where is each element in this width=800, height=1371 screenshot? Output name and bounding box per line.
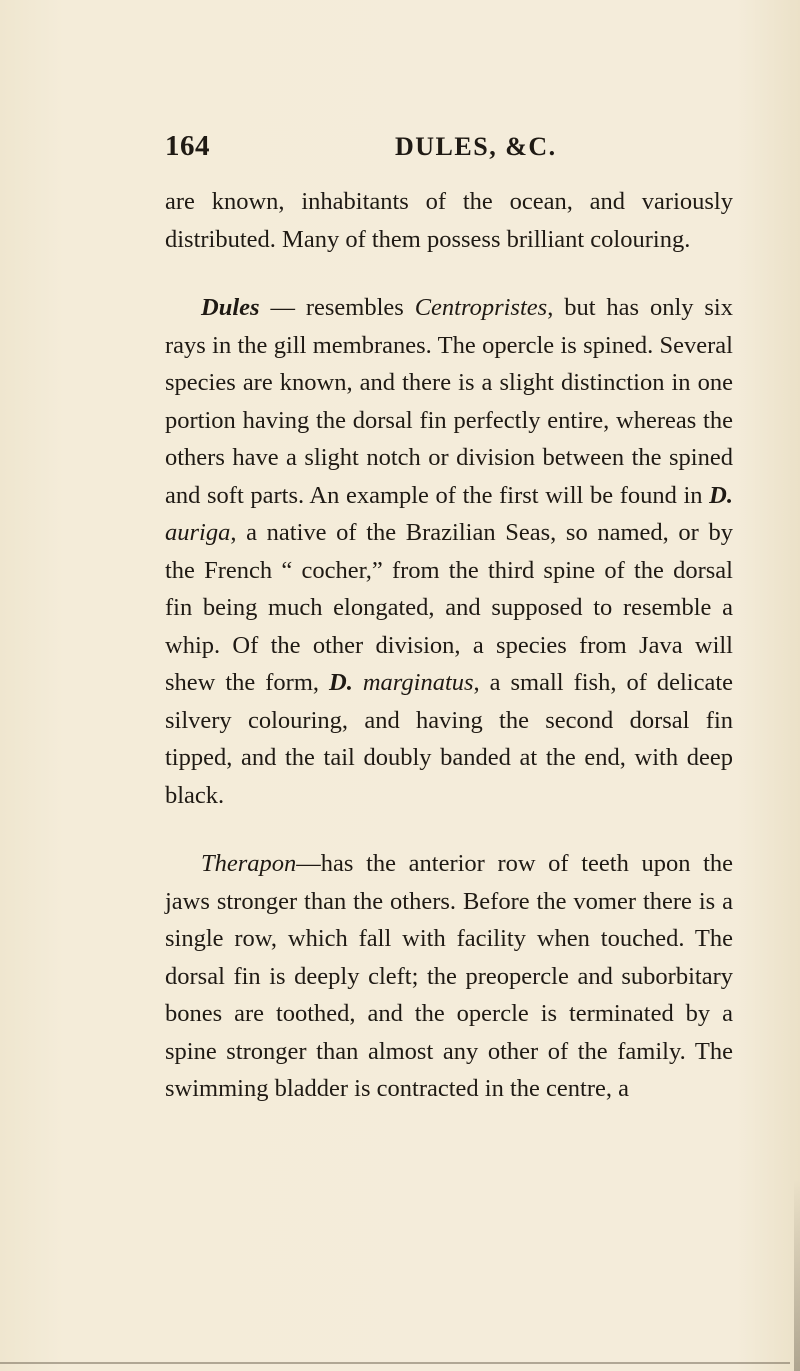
- species-genus-abbrev: D.: [709, 481, 733, 509]
- species-name-auriga: auriga: [165, 519, 231, 546]
- paragraph-text: , a small fish, of delicate silvery colouring, and having the second dorsal fin tipped, and the tail doubly banded at the end, with deep black.: [165, 669, 734, 809]
- paragraph-intro: [165, 183, 733, 258]
- paragraph-text: , a native of the Brazilian Seas, so named, or by the French “ cocher,” from the third spine of the dorsal fin being much elongated, and supposed to resemble a whip. Of the other division, a species from Java will shew the form,: [165, 519, 733, 696]
- paragraph-text: , but has only six rays in the gill membranes. The opercle is spined. Several species are known, and there is a slight distinction in one portion having the dorsal fin perfectly entire, whereas the others have a slight notch or division between the spined and soft parts. An example of the first will be found in: [165, 294, 733, 509]
- page-number: 164: [165, 130, 210, 162]
- genus-name-centropristes: Centropristes: [414, 294, 548, 321]
- paragraph-text: are known, inhabitants of the ocean, and variously distributed. Many of them possess brilliant colouring.: [165, 188, 733, 253]
- species-name-marginatus: marginatus: [362, 669, 474, 696]
- paragraph-dules: [165, 289, 733, 814]
- page-header: [165, 130, 685, 170]
- genus-name-dules: Dules: [201, 294, 260, 321]
- paragraph-text: —has the anterior row of teeth upon the jaws stronger than the others. Before the vomer there is a single row, which fall with facility when touched. The dorsal fin is deeply cleft; the preopercle and suborbitary bones are toothed, and the opercle is terminated by a spine stronger than almost any other of the family. The swimming bladder is contracted in the centre, a: [165, 850, 733, 1102]
- page-bottom-edge: [0, 1362, 790, 1364]
- paragraph-text: — resembles: [259, 294, 415, 321]
- paragraph-therapon: [165, 845, 733, 1108]
- running-head: DULES, &C.: [395, 132, 557, 161]
- species-genus-abbrev: D.: [329, 669, 353, 696]
- page-right-shadow: [794, 1180, 800, 1371]
- genus-name-therapon: Therapon: [201, 850, 297, 877]
- body-text: [165, 183, 733, 1108]
